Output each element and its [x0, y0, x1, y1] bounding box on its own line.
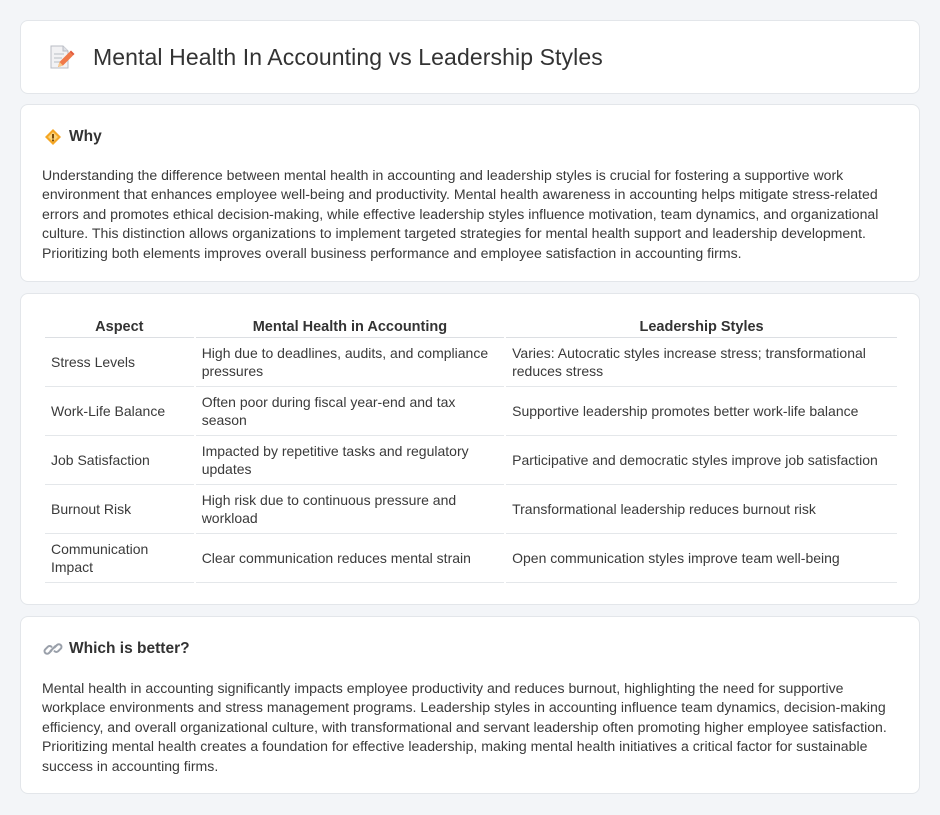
table-row — [45, 534, 897, 583]
which-better-section — [20, 616, 920, 794]
why-title: Why — [69, 128, 102, 145]
leadership-cell: Open communication styles improve team well-being — [506, 534, 897, 583]
aspect-cell: Burnout Risk — [45, 485, 194, 534]
comparison-section — [20, 293, 920, 605]
table-row — [45, 485, 897, 534]
mental-health-cell: Often poor during fiscal year-end and tax season — [196, 387, 504, 436]
link-icon — [43, 640, 63, 658]
why-text: Understanding the difference between mental health in accounting and leadership styles is crucial for fostering a supportive work environment that enhances employee well-being and productivity. Mental health awareness in accounting helps mitigate stress-related errors and promotes ethical decision-making, while effective leadership styles influence motivation, team dynamics, and organizational culture. This distinction allows organizations to implement targeted strategies for mental health support and leadership development. Prioritizing both elements improves overall business performance and employee satisfaction in accounting firms. — [42, 167, 879, 261]
page-title: Mental Health In Accounting vs Leadership Styles — [93, 43, 603, 70]
which-better-title: Which is better? — [69, 640, 190, 657]
table-header-row — [45, 315, 897, 338]
aspect-cell: Work-Life Balance — [45, 387, 194, 436]
leadership-cell: Participative and democratic styles improve job satisfaction — [506, 436, 897, 485]
comparison-table — [43, 315, 899, 583]
title-card — [20, 20, 920, 94]
leadership-cell: Varies: Autocratic styles increase stress; transformational reduces stress — [506, 338, 897, 387]
header-leadership: Leadership Styles — [506, 315, 897, 338]
header-mental-health: Mental Health in Accounting — [196, 315, 504, 338]
header-aspect: Aspect — [45, 315, 194, 338]
document-pencil-icon — [45, 42, 75, 72]
mental-health-cell: High risk due to continuous pressure and workload — [196, 485, 504, 534]
diamond-warning-icon — [43, 128, 63, 146]
leadership-cell: Transformational leadership reduces burnout risk — [506, 485, 897, 534]
mental-health-cell: High due to deadlines, audits, and compliance pressures — [196, 338, 504, 387]
table-row — [45, 338, 897, 387]
table-row — [45, 436, 897, 485]
which-better-text: Mental health in accounting significantly impacts employee productivity and reduces burnout, highlighting the need for supportive workplace environments and stress management programs. Leadership styles in accounting influence team dynamics, decision-making efficiency, and overall organizational culture, with transformational and servant leadership often promoting higher employee satisfaction. Prioritizing mental health creates a foundation for effective leadership, making mental health initiatives a critical factor for sustainable success in accounting firms. — [42, 680, 887, 774]
mental-health-cell: Clear communication reduces mental strain — [196, 534, 504, 583]
table-row — [45, 387, 897, 436]
aspect-cell: Stress Levels — [45, 338, 194, 387]
leadership-cell: Supportive leadership promotes better work-life balance — [506, 387, 897, 436]
why-section — [20, 104, 920, 282]
mental-health-cell: Impacted by repetitive tasks and regulatory updates — [196, 436, 504, 485]
aspect-cell: Communication Impact — [45, 534, 194, 583]
aspect-cell: Job Satisfaction — [45, 436, 194, 485]
